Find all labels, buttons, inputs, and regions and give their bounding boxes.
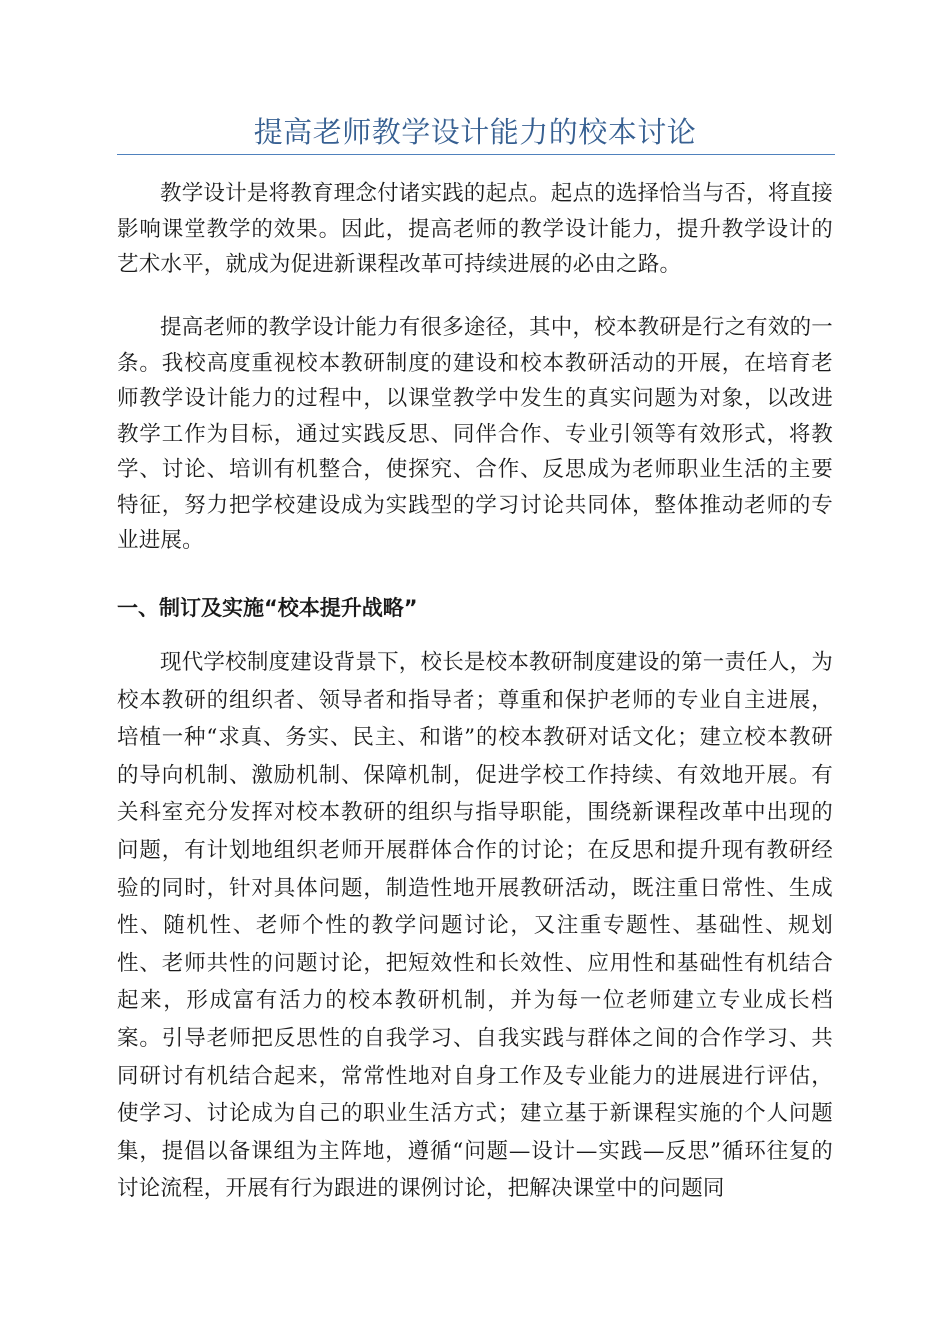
body-paragraph: 提高老师的教学设计能力有很多途径，其中，校本教研是行之有效的一条。我校高度重视校本教研制度的建设和校本教研活动的开展，在培育老师教学设计能力的过程中，以课堂教学中发生的真实问题为对象，以改进教学工作为目标，通过实践反思、同伴合作、专业引领等有效形式，将教学、讨论、培训有机整合，使探究、合作、反思成为老师职业生活的主要特征，努力把学校建设成为实践型的学习讨论共同体，整体推动老师的专业进展。 — [117, 315, 833, 553]
title-underline — [117, 154, 835, 155]
intro-paragraph: 教学设计是将教育理念付诸实践的起点。起点的选择恰当与否，将直接影响课堂教学的效果。因此，提高老师的教学设计能力，提升教学设计的艺术水平，就成为促进新课程改革可持续进展的必由之路。 — [117, 181, 833, 277]
document-title: 提高老师教学设计能力的校本讨论 — [253, 115, 697, 149]
section-heading: 一、制订及实施“校本提升战略” — [117, 596, 418, 620]
section-paragraph: 现代学校制度建设背景下，校长是校本教研制度建设的第一责任人，为校本教研的组织者、领导者和指导者；尊重和保护老师的专业自主进展，培植一种“求真、务实、民主、和谐”的校本教研对话文化；建立校本教研的导向机制、激励机制、保障机制，促进学校工作持续、有效地开展。有关科室充分发挥对校本教研的组织与指导职能，围绕新课程改革中出现的问题，有计划地组织老师开展群体合作的讨论；在反思和提升现有教研经验的同时，针对具体问题，制造性地开展教研活动，既注重日常性、生成性、随机性、老师个性的教学问题讨论，又注重专题性、基础性、规划性、老师共性的问题讨论，把短效性和长效性、应用性和基础性有机结合起来，形成富有活力的校本教研机制，并为每一位老师建立专业成长档案。引导老师把反思性的自我学习、自我实践与群体之间的合作学习、共同研讨有机结合起来，常常性地对自身工作及专业能力的进展进行评估，使学习、讨论成为自己的职业生活方式；建立基于新课程实施的个人问题集，提倡以备课组为主阵地，遵循“问题—设计—实践—反思”循环往复的讨论流程，开展有行为跟进的课例讨论，把解决课堂中的问题同 — [117, 650, 833, 1202]
